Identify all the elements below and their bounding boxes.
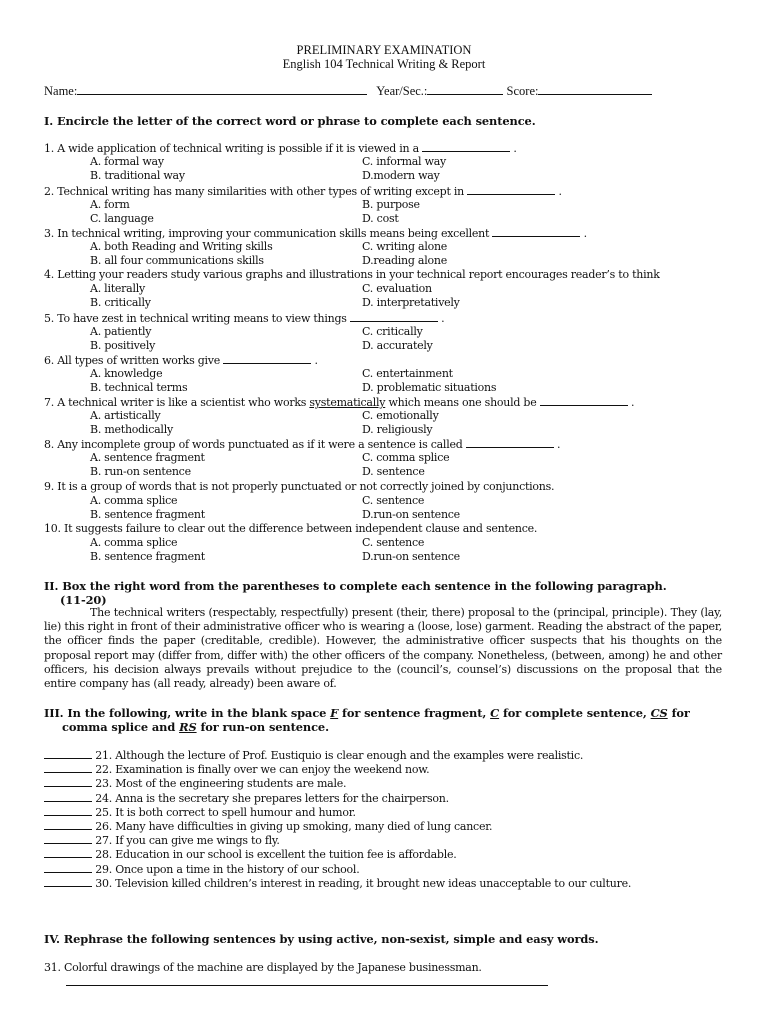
code-c: C [490, 706, 500, 720]
question-end: . [558, 184, 562, 198]
answer-blank[interactable] [350, 311, 438, 322]
question-6 [44, 353, 318, 367]
option-9-d[interactable]: D.run-on sentence [362, 508, 460, 521]
option-6-a[interactable]: A. knowledge [90, 366, 163, 380]
option-3-a[interactable]: A. both Reading and Writing skills [90, 240, 273, 253]
option-8-a[interactable]: A. sentence fragment [90, 451, 205, 464]
question-text: 3. In technical writing, improving your communication skills means being excellent [44, 227, 490, 240]
question-text: 26. Many have difficulties in giving up smoking, many died of lung cancer. [95, 820, 493, 833]
question-23 [44, 776, 346, 790]
question-10 [44, 522, 537, 535]
answer-blank[interactable] [44, 862, 92, 873]
code-f: F [330, 706, 339, 720]
code-cs: CS [650, 706, 668, 720]
part3-heading-line1 [44, 706, 690, 720]
question-end: . [314, 353, 318, 367]
answer-blank[interactable] [422, 141, 510, 152]
option-5-b[interactable]: B. positively [90, 338, 156, 352]
question-text: 5. To have zest in technical writing means to view things [44, 311, 347, 325]
option-7-c[interactable]: C. emotionally [362, 409, 439, 422]
question-end: . [513, 142, 517, 155]
part3-h3: for complete sentence, [502, 706, 647, 720]
yearsec-label: Year/Sec.: [376, 84, 428, 98]
answer-blank[interactable] [44, 876, 92, 887]
option-6-d[interactable]: D. problematic situations [362, 380, 497, 394]
student-info-line [44, 84, 652, 99]
option-10-a[interactable]: A. comma splice [90, 536, 178, 549]
part2-heading: II. Box the right word from the parentheses to complete each sentence in the following paragraph. [44, 579, 667, 593]
option-10-d[interactable]: D.run-on sentence [362, 550, 460, 563]
exam-title: PRELIMINARY EXAMINATION [296, 43, 472, 57]
option-5-a[interactable]: A. patiently [90, 324, 152, 338]
part3-h1: III. In the following, write in the blank space [44, 706, 327, 720]
question-22 [44, 762, 429, 776]
option-8-c[interactable]: C. comma splice [362, 451, 450, 464]
answer-line-31[interactable] [66, 985, 548, 986]
part4-heading: IV. Rephrase the following sentences by using active, non-sexist, simple and easy words. [44, 932, 599, 946]
question-29 [44, 862, 359, 876]
answer-blank[interactable] [467, 184, 555, 195]
question-31: 31. Colorful drawings of the machine are displayed by the Japanese businessman. [44, 961, 482, 974]
option-4-d[interactable]: D. interpretatively [362, 296, 460, 309]
option-9-c[interactable]: C. sentence [362, 494, 425, 507]
option-7-a[interactable]: A. artistically [90, 409, 161, 422]
part3-h6: for run-on sentence. [200, 720, 329, 734]
question-end: . [583, 227, 587, 240]
part2-range: (11-20) [60, 593, 107, 607]
name-label: Name: [44, 84, 78, 98]
question-text: 4. Letting your readers study various graphs and illustrations in your technical report encourages reader’s to think [44, 268, 660, 281]
question-text-2: which means one should be [388, 396, 537, 409]
option-7-b[interactable]: B. methodically [90, 423, 173, 436]
option-2-c[interactable]: C. language [90, 211, 154, 225]
question-end: . [557, 438, 561, 451]
option-8-b[interactable]: B. run-on sentence [90, 465, 191, 478]
option-10-b[interactable]: B. sentence fragment [90, 550, 205, 563]
option-1-c[interactable]: C. informal way [362, 155, 447, 168]
question-text: 21. Although the lecture of Prof. Eustiquio is clear enough and the examples were realistic. [95, 749, 584, 762]
question-text: 7. A technical writer is like a scientist who works [44, 396, 307, 409]
part3-heading-line2 [62, 720, 329, 734]
option-5-d[interactable]: D. accurately [362, 338, 433, 352]
option-6-b[interactable]: B. technical terms [90, 380, 188, 394]
option-4-b[interactable]: B. critically [90, 296, 151, 309]
answer-blank[interactable] [44, 776, 92, 787]
question-5 [44, 311, 444, 325]
question-text: 25. It is both correct to spell humour and humor. [95, 805, 356, 819]
part3-h2: for sentence fragment, [342, 706, 487, 720]
exam-subtitle: English 104 Technical Writing & Report [282, 57, 486, 71]
question-text: 10. It suggests failure to clear out the difference between independent clause and sentence. [44, 522, 538, 535]
question-text: 8. Any incomplete group of words punctuated as if it were a sentence is called [44, 438, 463, 451]
option-8-d[interactable]: D. sentence [362, 465, 425, 478]
option-3-b[interactable]: B. all four communications skills [90, 254, 264, 267]
answer-blank[interactable] [223, 353, 311, 364]
question-21 [44, 748, 583, 762]
part3-h5: comma splice and [62, 720, 176, 734]
option-2-a[interactable]: A. form [90, 197, 130, 211]
question-text: 28. Education in our school is excellent the tuition fee is affordable. [95, 848, 457, 862]
option-4-c[interactable]: C. evaluation [362, 282, 432, 295]
question-text: 24. Anna is the secretary she prepares letters for the chairperson. [95, 791, 449, 805]
option-1-b[interactable]: B. traditional way [90, 169, 185, 182]
question-26 [44, 819, 492, 833]
question-4 [44, 268, 660, 281]
option-5-c[interactable]: C. critically [362, 324, 423, 338]
question-text: 23. Most of the engineering students are male. [95, 777, 347, 791]
question-text: 30. Television killed children’s interest in reading, it brought new ideas unacceptable to our culture. [95, 876, 632, 890]
question-3 [44, 226, 587, 240]
answer-blank[interactable] [44, 762, 92, 773]
name-field[interactable] [77, 84, 367, 95]
question-text: 2. Technical writing has many similarities with other types of writing except in [44, 184, 464, 198]
answer-blank[interactable] [44, 847, 92, 858]
score-label: Score: [506, 84, 539, 98]
question-text: 27. If you can give me wings to fly. [95, 834, 280, 848]
option-4-a[interactable]: A. literally [90, 282, 145, 295]
answer-blank[interactable] [44, 833, 92, 844]
option-6-c[interactable]: C. entertainment [362, 366, 453, 380]
option-2-b[interactable]: B. purpose [362, 197, 420, 211]
underlined-word: systematically [309, 396, 386, 409]
answer-blank[interactable] [44, 819, 92, 830]
question-30 [44, 876, 631, 890]
question-1 [44, 141, 517, 155]
answer-blank[interactable] [540, 395, 628, 406]
yearsec-field[interactable] [427, 84, 503, 95]
option-9-b[interactable]: B. sentence fragment [90, 508, 205, 521]
option-10-c[interactable]: C. sentence [362, 536, 425, 549]
question-text: 9. It is a group of words that is not properly punctuated or not correctly joined by conjunctions. [44, 480, 555, 493]
question-text: 1. A wide application of technical writing is possible if it is viewed in a [44, 142, 419, 155]
option-2-d[interactable]: D. cost [362, 211, 399, 225]
part3-h4: for [671, 706, 690, 720]
option-1-a[interactable]: A. formal way [90, 155, 164, 168]
option-1-d[interactable]: D.modern way [362, 169, 440, 182]
question-text: 22. Examination is finally over we can enjoy the weekend now. [95, 763, 430, 777]
answer-blank[interactable] [44, 748, 92, 759]
part2-paragraph [44, 606, 722, 691]
score-field[interactable] [538, 84, 652, 95]
question-text: 29. Once upon a time in the history of our school. [95, 862, 360, 876]
part2-paragraph-text: The technical writers (respectably, respectfully) present (their, there) proposal to the (principal, principle). They (lay, lie) this right in front of their administrative officer who is wearing a (loose, lose) garment. Reading the abstract of the paper, the officer finds the paper (creditable, credible). However, the administrative officer suspects that his thoughts on the proposal report may (differ from, differ with) the other officers of the company. Nonetheless, (between, among) he and other officers, his decision always prevails without prejudice to the (council’s, counsel’s) discussions on the proposal that the entire company has (all ready, already) been aware of. [44, 606, 722, 691]
answer-blank[interactable] [466, 437, 554, 448]
question-28 [44, 847, 456, 861]
question-2 [44, 184, 562, 198]
answer-blank[interactable] [44, 791, 92, 802]
option-7-d[interactable]: D. religiously [362, 423, 433, 436]
question-9 [44, 480, 554, 493]
question-27 [44, 833, 280, 847]
answer-blank[interactable] [492, 226, 580, 237]
question-end: . [441, 311, 445, 325]
option-9-a[interactable]: A. comma splice [90, 494, 178, 507]
part1-heading: I. Encircle the letter of the correct word or phrase to complete each sentence. [44, 114, 536, 128]
question-24 [44, 791, 449, 805]
question-8 [44, 437, 560, 451]
option-3-d[interactable]: D.reading alone [362, 254, 447, 267]
code-rs: RS [179, 720, 197, 734]
question-7 [44, 395, 634, 409]
question-text: 6. All types of written works give [44, 353, 220, 367]
option-3-c[interactable]: C. writing alone [362, 240, 448, 253]
answer-blank[interactable] [44, 805, 92, 816]
question-25 [44, 805, 356, 819]
question-end: . [630, 396, 635, 409]
